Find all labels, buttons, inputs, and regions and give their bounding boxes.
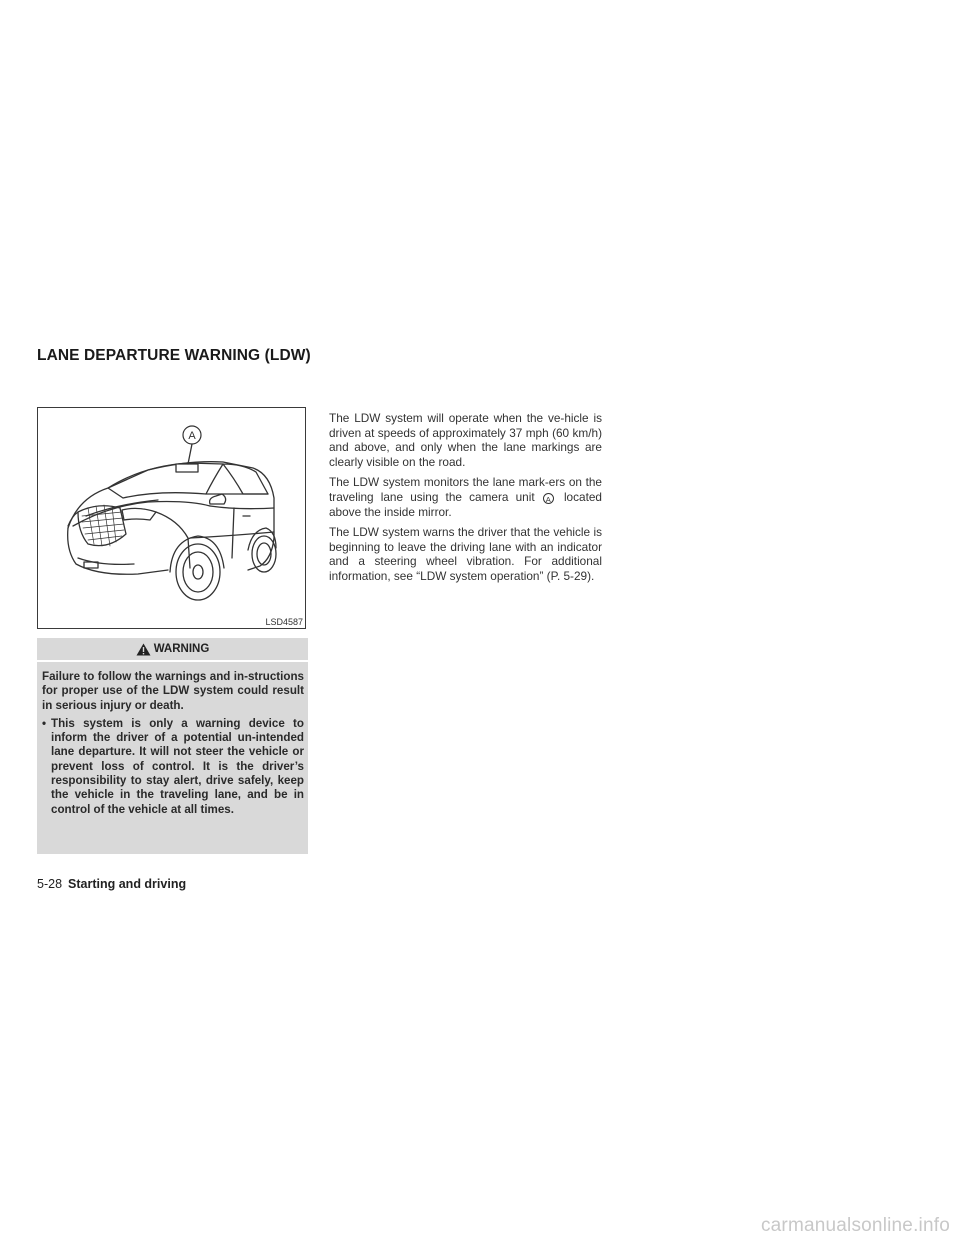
watermark: carmanualsonline.info — [760, 1215, 950, 1236]
figure-id: LSD4587 — [265, 617, 303, 627]
chapter-name: Starting and driving — [68, 877, 187, 891]
body-text — [329, 411, 602, 590]
warning-title: WARNING — [153, 643, 210, 655]
bullet-mark: • — [42, 716, 47, 730]
page-footer — [37, 877, 186, 891]
body-paragraph-2-start: The LDW system monitors the lane mark-ers on the traveling lane using the camera unit — [329, 475, 602, 504]
body-paragraph-2 — [329, 475, 602, 519]
warning-header — [37, 638, 308, 662]
warning-intro: Failure to follow the warnings and in-structions for proper use of the LDW system could result in serious injury or death. — [42, 670, 304, 712]
body-paragraph-1: The LDW system will operate when the ve-hicle is driven at speeds of approximately 37 mph (60 km/h) and above, and only when the lane markings are clearly visible on the road. — [329, 411, 602, 469]
body-paragraph-2-end: located above the inside mirror. — [329, 489, 602, 519]
vehicle-camera-figure — [37, 407, 306, 629]
body-paragraph-3: The LDW system warns the driver that the vehicle is beginning to leave the driving lane with an indicator and a steering wheel vibration. For additional information, see “LDW system operation” (P. 5-29). — [329, 525, 602, 583]
warning-box — [37, 638, 308, 854]
vehicle-illustration — [38, 408, 305, 628]
callout-a-icon: A — [543, 493, 554, 504]
figure-callout-a: A — [188, 430, 196, 442]
warning-bullet-text: This system is only a warning device to inform the driver of a potential un-intended lane departure. It will not steer the vehicle or prevent loss of control. It is the driver’s responsibility to stay alert, drive safely, keep the vehicle in the traveling lane, and be in control of the vehicle at all times. — [51, 716, 304, 816]
page-number: 5-28 — [37, 877, 63, 891]
section-title: LANE DEPARTURE WARNING (LDW) — [37, 347, 311, 364]
warning-body — [37, 662, 308, 817]
warning-triangle-icon — [136, 643, 151, 656]
warning-bullet — [42, 717, 304, 817]
